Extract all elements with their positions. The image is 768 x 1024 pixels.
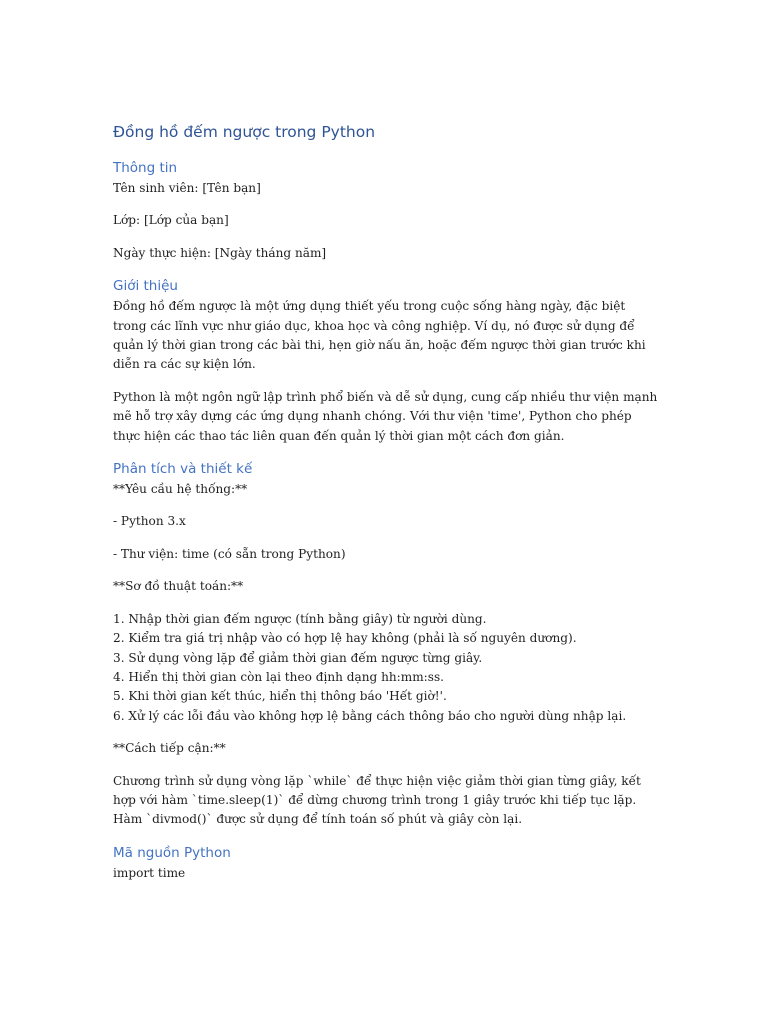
list-item: 2. Kiểm tra giá trị nhập vào có hợp lệ hay không (phải là số nguyên dương). (113, 631, 577, 646)
list-item: 3. Sử dụng vòng lặp để giảm thời gian đếm ngược từng giây. (113, 650, 483, 665)
list-item: 6. Xử lý các lỗi đầu vào không hợp lệ bằng cách thông báo cho người dùng nhập lại. (113, 708, 627, 723)
algorithm-steps (113, 610, 658, 726)
heading-analysis: Phân tích và thiết kế (113, 461, 253, 478)
document-page (113, 120, 658, 883)
code-line: import time (113, 865, 186, 880)
heading-info: Thông tin (113, 160, 178, 176)
document-title: Đồng hồ đếm ngược trong Python (113, 123, 376, 141)
intro-paragraph-1: Đồng hồ đếm ngược là một ứng dụng thiết yếu trong cuộc sống hàng ngày, đặc biệt trong các lĩnh vực như giáo dục, khoa học và công nghiệp. Ví dụ, nó được sử dụng để quản lý thời gian trong các bài thi, hẹn giờ nấu ăn, hoặc đếm ngược thời gian trước khi diễn ra các sự kiện lớn. (113, 299, 646, 372)
date-done: Ngày thực hiện: [Ngày tháng năm] (113, 245, 327, 260)
approach-title: **Cách tiếp cận:** (113, 741, 226, 756)
requirement-library: - Thư viện: time (có sẵn trong Python) (113, 546, 346, 561)
approach-paragraph: Chương trình sử dụng vòng lặp `while` để thực hiện việc giảm thời gian từng giây, kết hợp với hàm `time.sleep(1)` để dừng chương trình trong 1 giây trước khi tiếp tục lặp. Hàm `divmod()` được sử dụng để tính toán số phút và giây còn lại. (113, 773, 641, 827)
heading-intro: Giới thiệu (113, 278, 178, 295)
list-item: 5. Khi thời gian kết thúc, hiển thị thông báo 'Hết giờ!'. (113, 689, 447, 704)
heading-source: Mã nguồn Python (113, 844, 231, 861)
requirements-title: **Yêu cầu hệ thống:** (113, 482, 248, 497)
algorithm-title: **Sơ đồ thuật toán:** (113, 579, 244, 594)
student-name: Tên sinh viên: [Tên bạn] (113, 181, 261, 195)
class-name: Lớp: [Lớp của bạn] (113, 213, 229, 228)
requirement-python: - Python 3.x (113, 514, 186, 529)
list-item: 1. Nhập thời gian đếm ngược (tính bằng giây) từ người dùng. (113, 611, 487, 626)
list-item: 4. Hiển thị thời gian còn lại theo định dạng hh:mm:ss. (113, 669, 445, 684)
intro-paragraph-2: Python là một ngôn ngữ lập trình phổ biến và dễ sử dụng, cung cấp nhiều thư viện mạnh mẽ hỗ trợ xây dựng các ứng dụng nhanh chóng. Với thư viện 'time', Python cho phép thực hiện các thao tác liên quan đến quản lý thời gian một cách đơn giản. (113, 389, 658, 443)
